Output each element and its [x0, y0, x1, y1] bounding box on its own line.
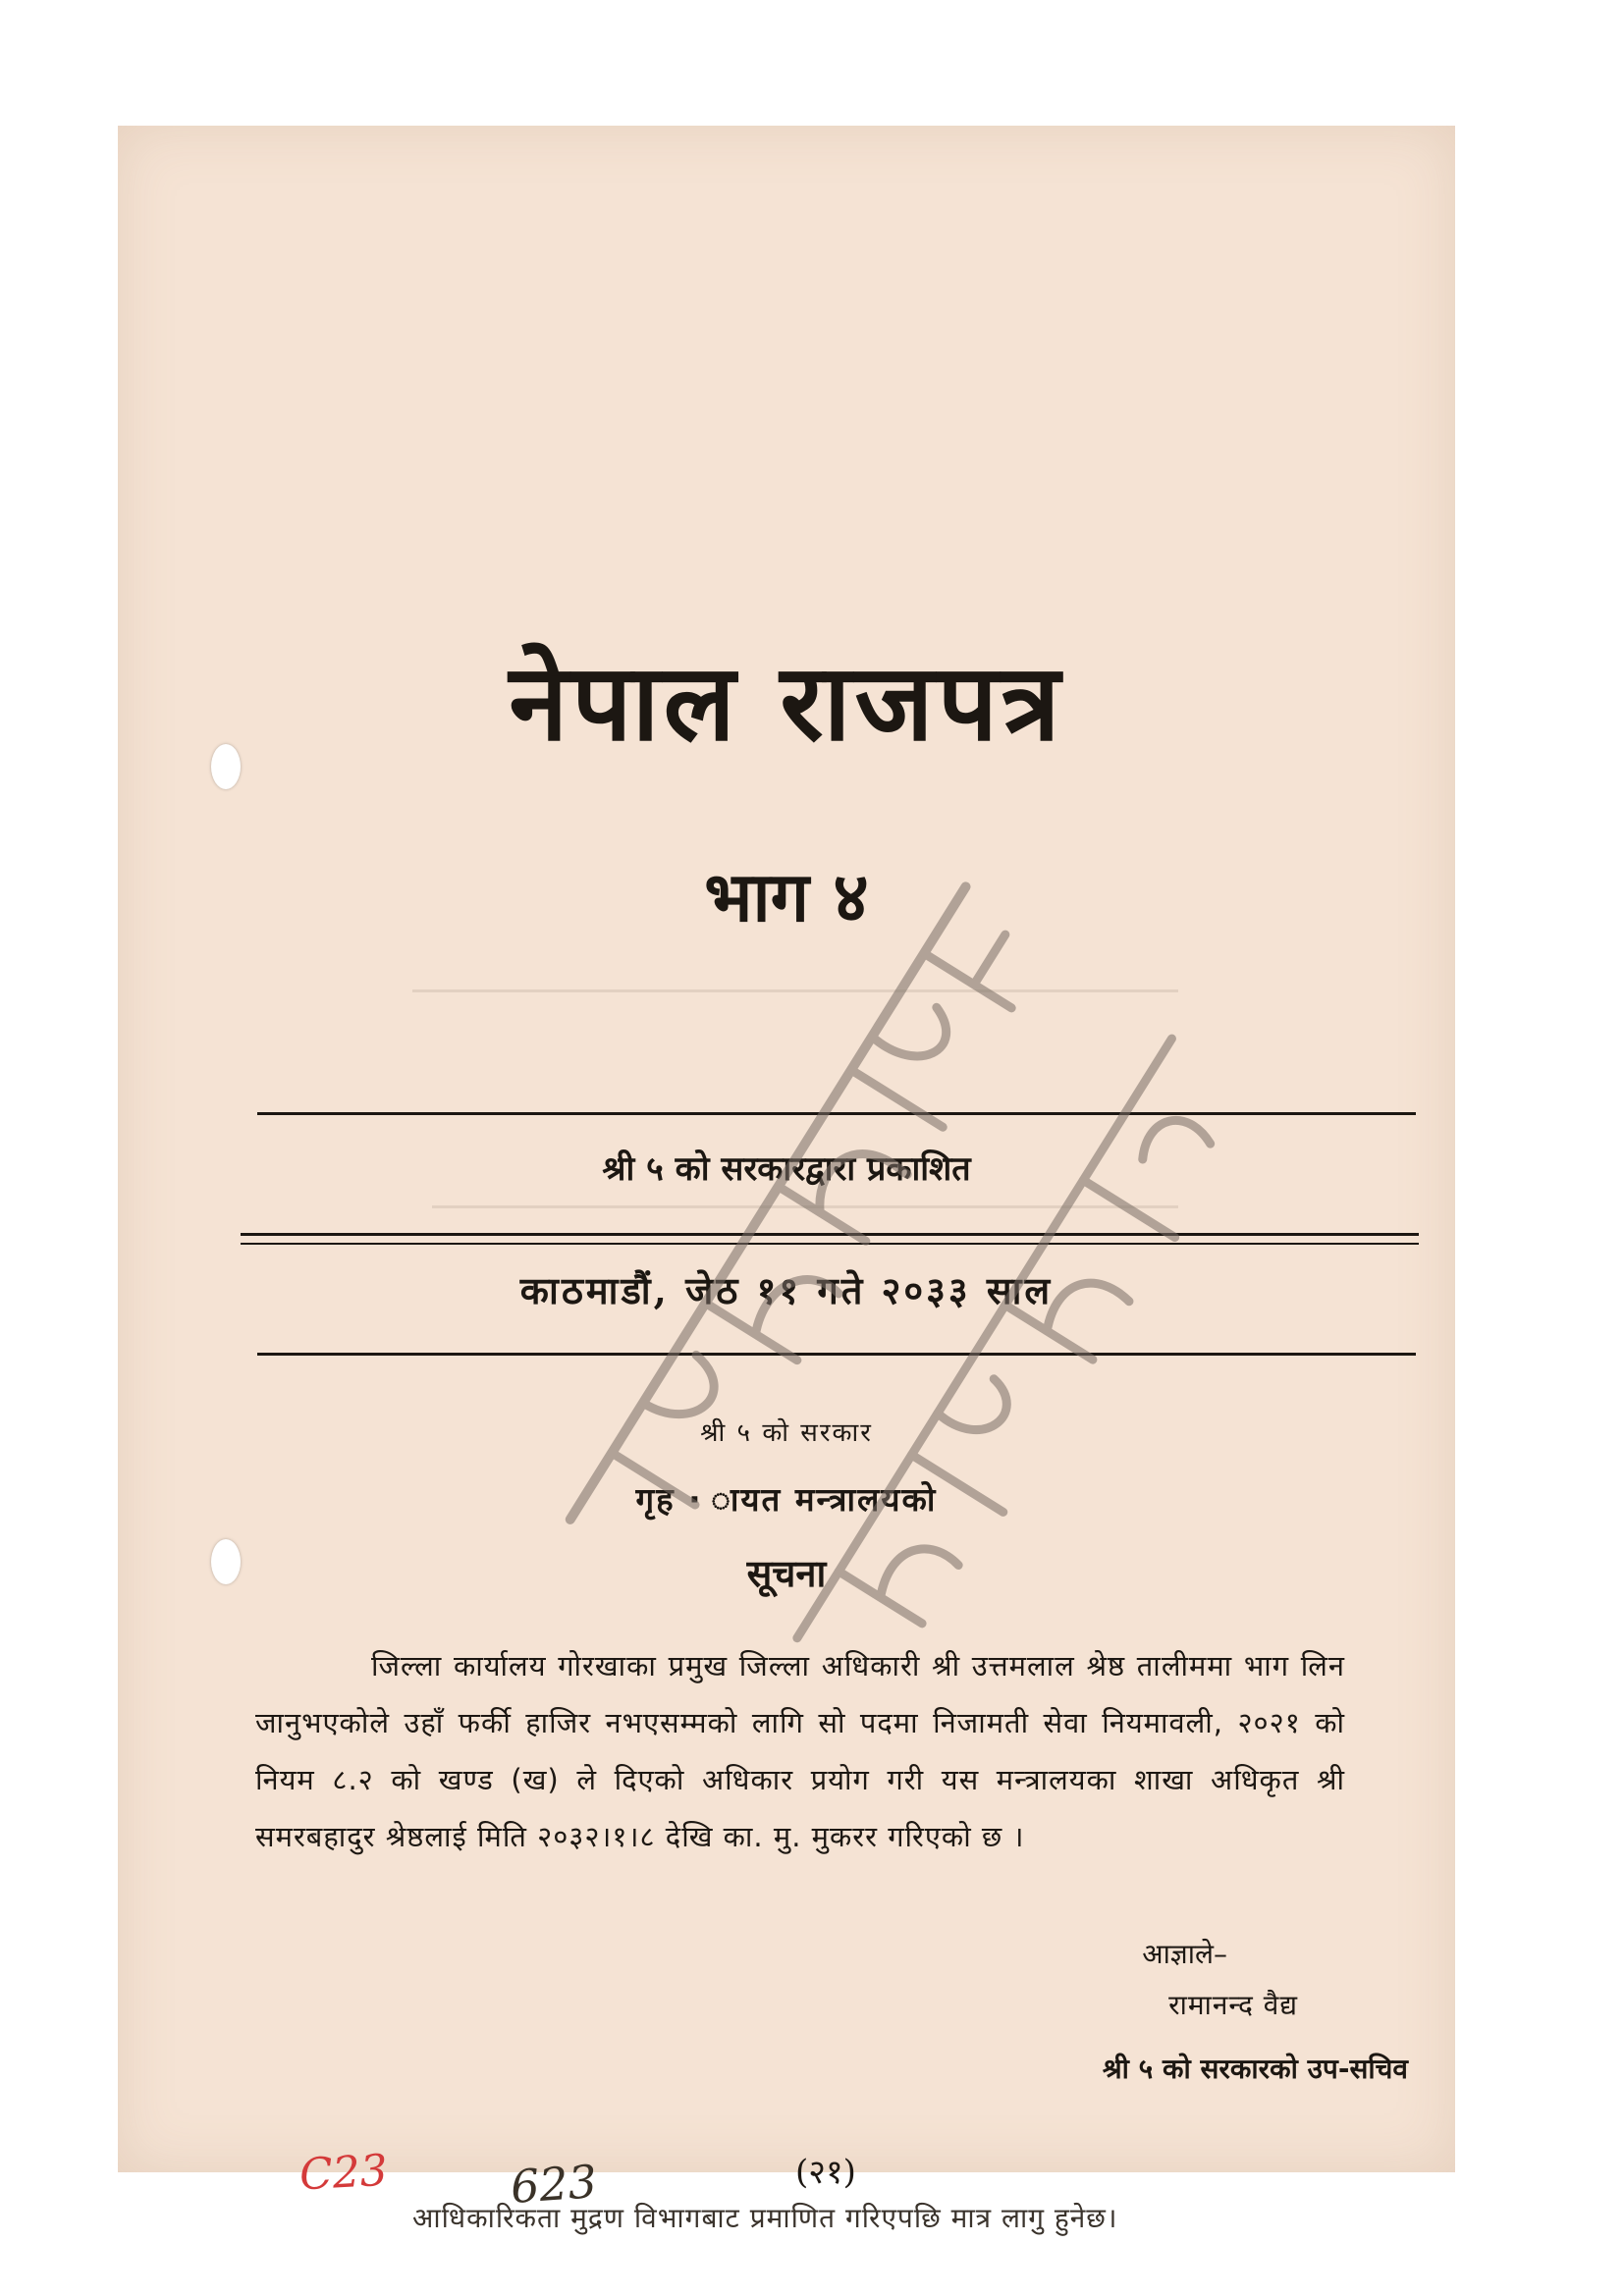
notice-body: जिल्ला कार्यालय गोरखाका प्रमुख जिल्ला अधिकारी श्री उत्तमलाल श्रेष्ठ तालीममा भाग लिन जानुभएकोले उहाँ फर्की हाजिर नभएसम्मको लागि सो पदमा निजामती सेवा नियमावली, २०२१ को नियम ८.२ को खण्ड (ख) ले दिएको अधिकार प्रयोग गरी यस मन्त्रालयका शाखा अधिकृत श्री समरबहादुर श्रेष्ठलाई मिति २०३२।१।८ देखि का. मु. मुकरर गरिएको छ ।: [255, 1649, 1345, 1853]
handwritten-red-mark: C23: [298, 2145, 389, 2201]
rule-top: [257, 1112, 1416, 1115]
signatory-designation: श्री ५ को सरकारको उप-सचिव: [1102, 2053, 1408, 2085]
publisher-line: श्री ५ को सरकारद्वारा प्रकाशित: [602, 1149, 971, 1189]
bleed-through-line: [432, 1205, 1178, 1208]
signature-order: आज्ञाले–: [1142, 1938, 1227, 1970]
gazette-title: नेपाल राजपत्र: [509, 641, 1064, 765]
gazette-part: भाग ४: [704, 856, 869, 937]
rule-double-upper: [241, 1233, 1419, 1236]
handwritten-black-mark: 623: [509, 2155, 599, 2214]
page-number: (२१): [795, 2153, 856, 2192]
rule-bottom: [257, 1353, 1416, 1356]
signatory-name: रामानन्द वैद्य: [1168, 1989, 1298, 2021]
issuing-ministry: गृह · ायत मन्त्रालयको: [635, 1480, 938, 1519]
dateline: काठमाडौं, जेठ ११ गते २०३३ साल: [519, 1268, 1054, 1312]
issuing-government: श्री ५ को सरकार: [700, 1418, 873, 1448]
gazette-page: [118, 126, 1455, 2234]
notice-title: सूचना: [746, 1552, 827, 1595]
authentication-footer: आधिकारिकता मुद्रण विभागबाट प्रमाणित गरिएपछि मात्र लागु हुनेछ।: [412, 2202, 1118, 2234]
bleed-through-line: [412, 989, 1178, 992]
rule-double-lower: [241, 1243, 1419, 1245]
